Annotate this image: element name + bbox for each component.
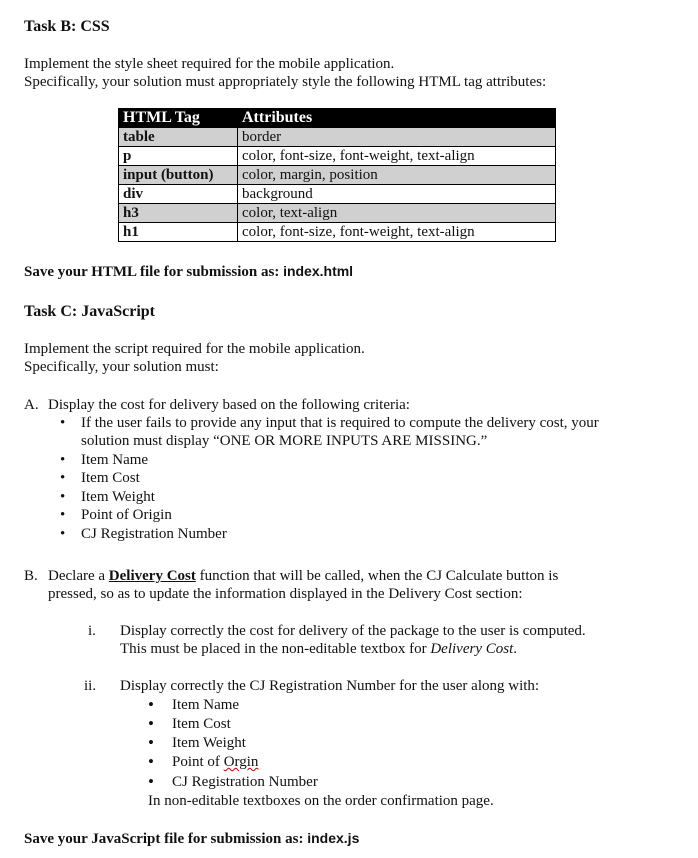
item-ii-marker: ii. bbox=[84, 678, 97, 694]
save-html-filename: index.html bbox=[283, 263, 354, 279]
item-i-em: Delivery Cost bbox=[430, 641, 514, 657]
tag-cell: input (button) bbox=[119, 166, 238, 185]
list-item: Item Cost bbox=[81, 470, 140, 486]
item-b-marker: B. bbox=[24, 568, 38, 584]
list-item: Item Name bbox=[172, 697, 240, 713]
item-i-marker: i. bbox=[88, 623, 96, 639]
list-item: Item Name bbox=[81, 452, 149, 468]
tag-cell: div bbox=[119, 185, 238, 204]
tag-cell: h1 bbox=[119, 223, 238, 242]
bullet-dot: • bbox=[60, 507, 66, 523]
item-b-post: function that will be called, when the CJ Calculate button is bbox=[195, 568, 559, 584]
attr-cell: color, font-size, font-weight, text-align bbox=[238, 147, 556, 166]
attr-cell: color, font-size, font-weight, text-align bbox=[238, 223, 556, 242]
list-item: Item Weight bbox=[172, 735, 246, 751]
bullet-dot: • bbox=[148, 695, 154, 714]
delivery-cost-term: Delivery Cost bbox=[108, 568, 196, 584]
item-i-pre: This must be placed in the non-editable textbox for bbox=[120, 641, 431, 657]
attr-cell: color, text-align bbox=[238, 204, 556, 223]
bullet-dot: • bbox=[60, 489, 66, 505]
item-b-pre: Declare a bbox=[48, 568, 109, 584]
attr-cell: background bbox=[238, 185, 556, 204]
item-i-line-1: Display correctly the cost for delivery of the package to the user is computed. bbox=[120, 623, 586, 639]
bullet-dot: • bbox=[148, 752, 154, 771]
save-html-prefix: Save your HTML file for submission as: bbox=[24, 264, 284, 280]
task-c-intro-1: Implement the script required for the mobile application. bbox=[24, 341, 365, 357]
table-row bbox=[119, 204, 556, 223]
bullet-dot: • bbox=[60, 470, 66, 486]
table-row bbox=[119, 185, 556, 204]
attr-cell: color, margin, position bbox=[238, 166, 556, 185]
css-attributes-table bbox=[118, 108, 556, 242]
task-b-intro-2: Specifically, your solution must appropriately style the following HTML tag attributes: bbox=[24, 74, 547, 90]
task-c-save-line bbox=[24, 829, 359, 848]
list-item: Item Weight bbox=[81, 489, 155, 505]
table-row bbox=[119, 223, 556, 242]
task-c-intro-2: Specifically, your solution must: bbox=[24, 359, 219, 375]
attr-cell: border bbox=[238, 128, 556, 147]
bullet-dot: • bbox=[60, 452, 66, 468]
tag-cell: h3 bbox=[119, 204, 238, 223]
item-ii-line-1: Display correctly the CJ Registration Number for the user along with: bbox=[120, 678, 540, 694]
item-ii-footer: In non-editable textboxes on the order confirmation page. bbox=[148, 793, 494, 809]
item-a-text: Display the cost for delivery based on the following criteria: bbox=[48, 397, 410, 413]
bullet-dot: • bbox=[148, 772, 154, 791]
item-b-line-2: pressed, so as to update the information displayed in the Delivery Cost section: bbox=[48, 586, 523, 602]
item-a-marker: A. bbox=[24, 397, 39, 413]
list-item-origin bbox=[172, 753, 258, 771]
table-row bbox=[119, 128, 556, 147]
table-header-row bbox=[119, 109, 556, 128]
task-b-heading: Task B: CSS bbox=[24, 18, 110, 35]
header-attributes: Attributes bbox=[238, 109, 556, 128]
missing-input-line-1: If the user fails to provide any input that is required to compute the delivery cost, your bbox=[81, 415, 599, 431]
list-item: Item Cost bbox=[172, 716, 231, 732]
task-c-heading: Task C: JavaScript bbox=[24, 303, 155, 320]
list-item: CJ Registration Number bbox=[81, 526, 227, 542]
missing-input-line-2: solution must display “ONE OR MORE INPUTS ARE MISSING.” bbox=[81, 433, 488, 449]
misspelled-word: Orgin bbox=[223, 754, 259, 770]
header-html-tag: HTML Tag bbox=[119, 109, 238, 128]
tag-cell: p bbox=[119, 147, 238, 166]
task-b-save-line bbox=[24, 262, 353, 281]
origin-pre: Point of bbox=[172, 754, 224, 770]
bullet-dot: • bbox=[60, 526, 66, 542]
save-js-prefix: Save your JavaScript file for submission as: bbox=[24, 831, 308, 847]
list-item: Point of Origin bbox=[81, 507, 172, 523]
table-row bbox=[119, 166, 556, 185]
bullet-dot: • bbox=[60, 415, 66, 431]
item-i-line-2 bbox=[120, 640, 517, 658]
list-item: CJ Registration Number bbox=[172, 774, 318, 790]
tag-cell: table bbox=[119, 128, 238, 147]
item-i-post: . bbox=[513, 641, 517, 657]
item-b-line-1 bbox=[48, 567, 558, 585]
bullet-dot: • bbox=[148, 733, 154, 752]
bullet-dot: • bbox=[148, 714, 154, 733]
table-row bbox=[119, 147, 556, 166]
save-js-filename: index.js bbox=[307, 830, 360, 846]
task-b-intro-1: Implement the style sheet required for the mobile application. bbox=[24, 56, 395, 72]
